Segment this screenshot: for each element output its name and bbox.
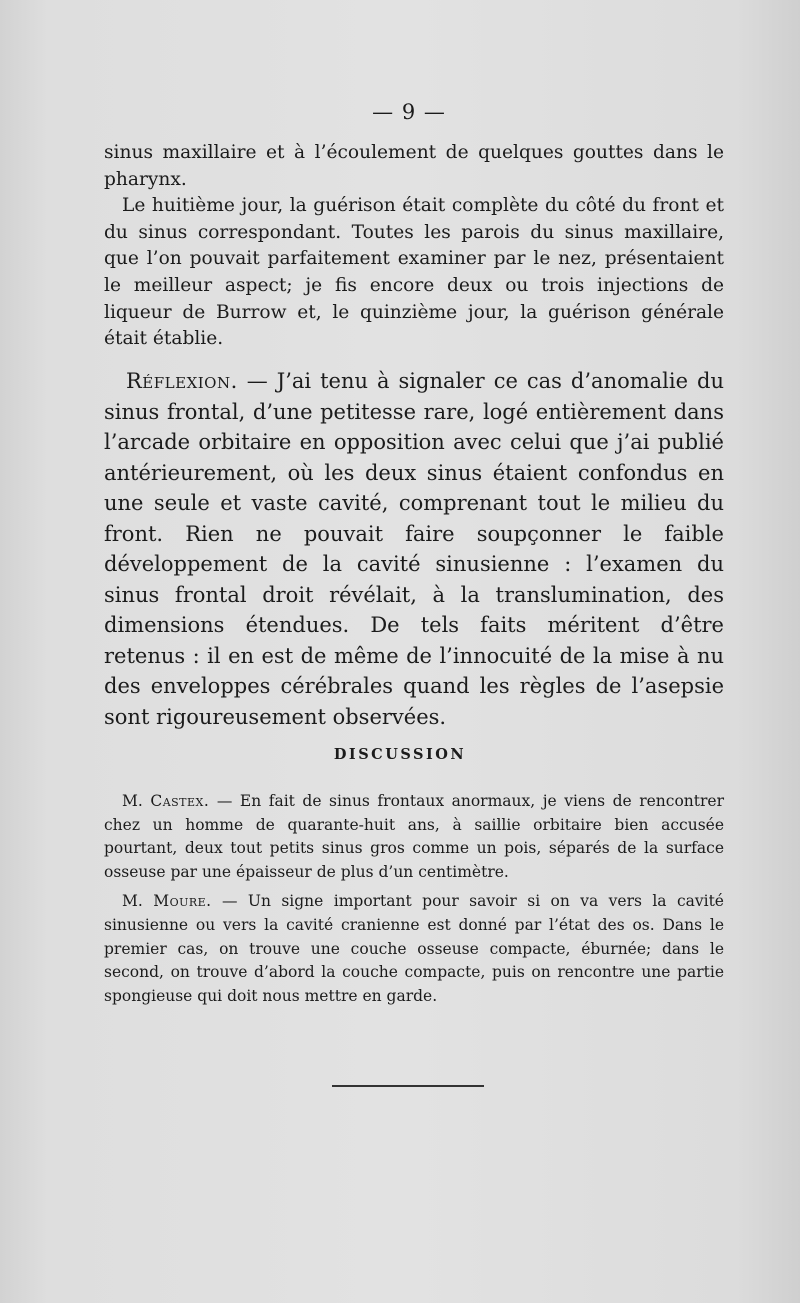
paragraph-recovery: Le huitième jour, la guérison était complète du côté du front et du sinus correspondant. Toutes les parois du sinus maxillaire, que l’on pouvait parfaitement examiner par le nez, présentaient le meilleur aspect; je fis encore deux ou trois injections de liqueur de Burrow et, le quinzième jour, la guérison générale était établie. [104,195,724,350]
entry-text: — En fait de sinus frontaux anormaux, je viens de rencontrer chez un homme de quarante-huit ans, à saillie orbitaire bien accusée pourtant, deux tout petits sinus gros comme un pois, séparés de la surface osseuse par une épaisseur de plus d’un centimètre. [104,792,724,881]
reflexion-label: Réflexion. [126,369,238,393]
discussion-entry-moure [104,890,724,1008]
speaker-prefix: M. [122,892,154,911]
closing-rule [332,1085,484,1087]
entry-text: — Un signe important pour savoir si on va vers la cavité sinusienne ou vers la cavité cranienne est donné par l’état des os. Dans le premier cas, on trouve une couche osseuse compacte, éburnée; dans le second, on trouve d’abord la couche compacte, puis on rencontre une partie spongieuse qui doit nous mettre en garde. [104,892,724,1005]
speaker-prefix: M. [122,792,151,810]
paragraph-continuation: sinus maxillaire et à l’écoulement de quelques gouttes dans le pharynx. [104,142,724,190]
page-number: — 9 — [372,100,446,124]
reflexion-section [104,366,724,732]
discussion-entry-castex [104,790,724,884]
discussion-heading: DISCUSSION [333,746,467,763]
speaker-name: Castex. [150,792,210,810]
case-continuation [104,140,724,353]
discussion-section [104,790,724,1008]
reflexion-text: — J’ai tenu à signaler ce cas d’anomalie du sinus frontal, d’une petitesse rare, logé entièrement dans l’arcade orbitaire en opposition avec celui que j’ai publié antérieurement, où les deux sinus étaient confondus en une seule et vaste cavité, comprenant tout le milieu du front. Rien ne pouvait faire soupçonner le faible développement de la cavité sinusienne : l’examen du sinus frontal droit révélait, à la translumination, des dimensions étendues. De tels faits méritent d’être retenus : il en est de même de l’innocuité de la mise à nu des enveloppes cérébrales quand les règles de l’asepsie sont rigoureusement observées. [104,369,724,729]
speaker-name: Moure. [153,892,212,911]
reflexion-paragraph [104,366,724,732]
